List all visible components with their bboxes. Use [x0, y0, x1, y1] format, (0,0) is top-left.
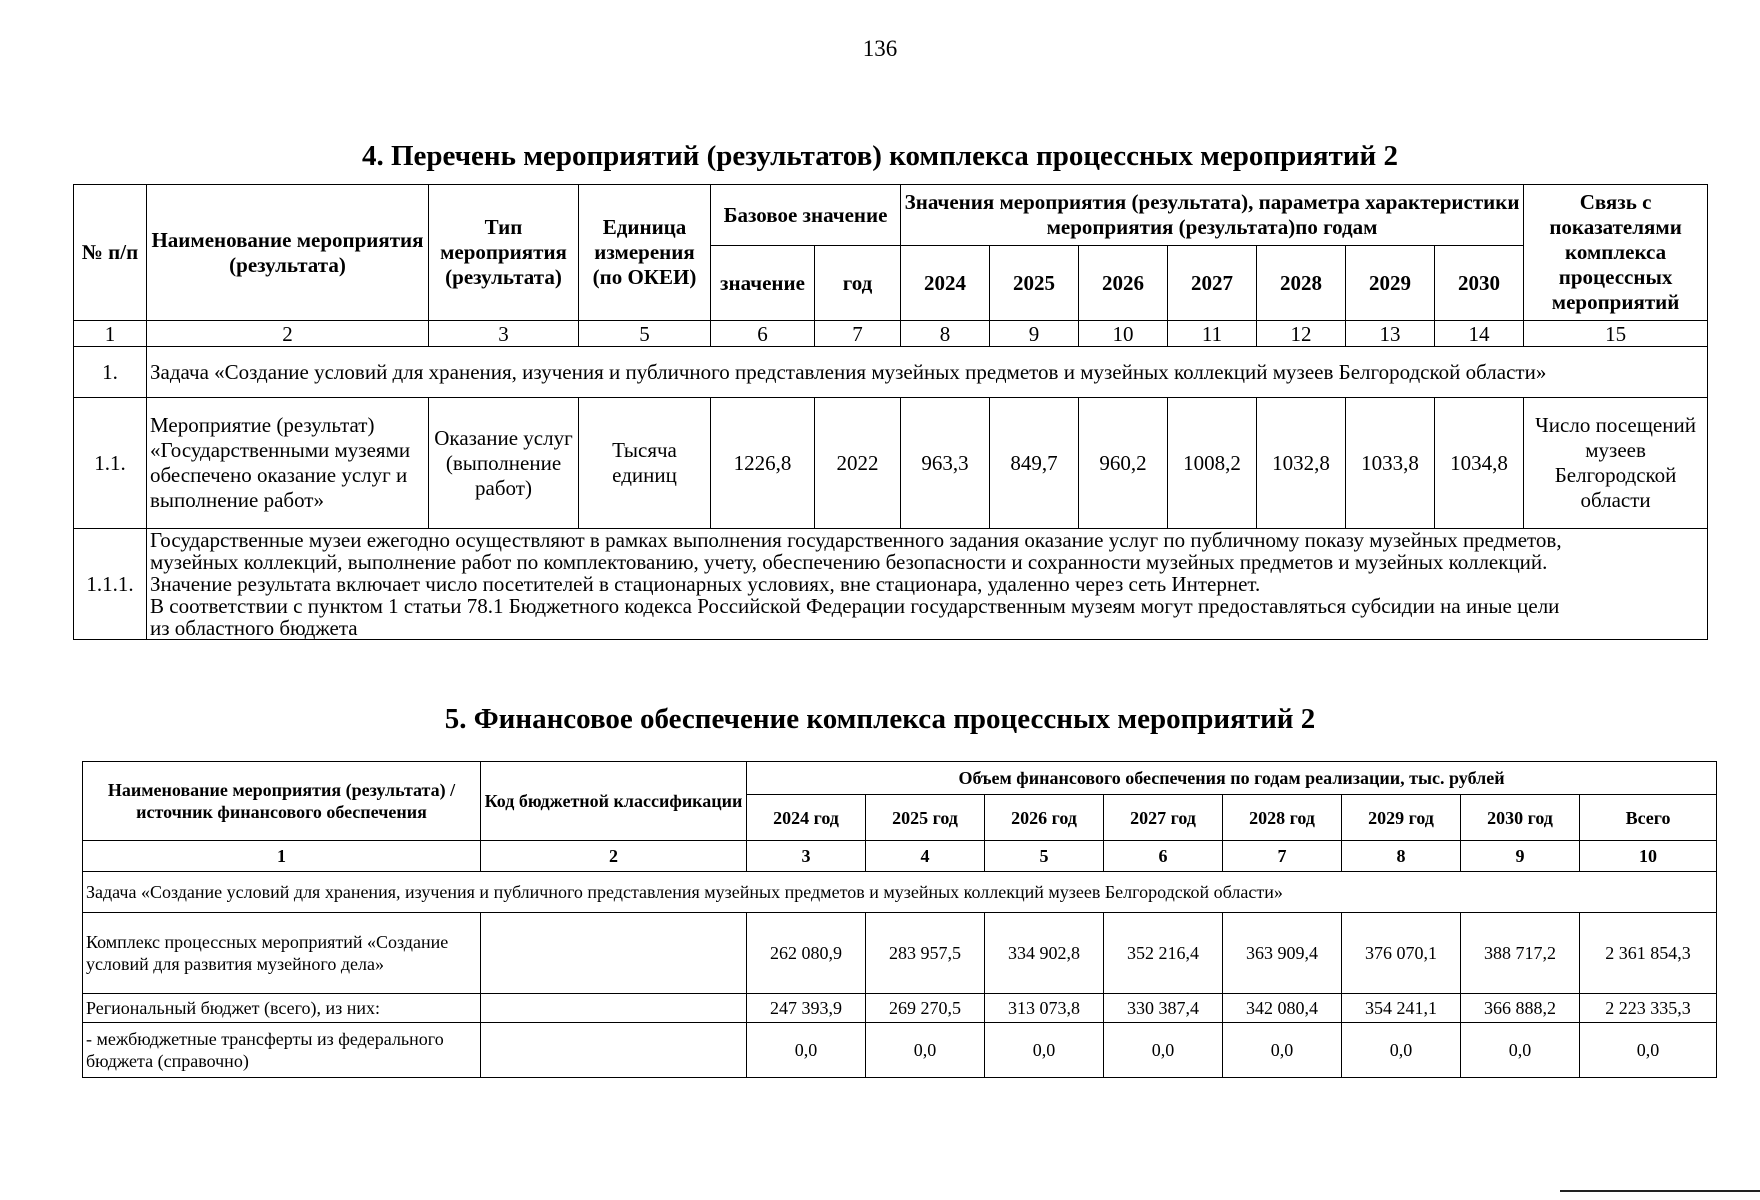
- activity-value: 1033,8: [1346, 398, 1435, 529]
- note-text: [147, 529, 1708, 640]
- activity-unit: Тысяча единиц: [579, 398, 711, 529]
- fin-value: 0,0: [866, 1023, 985, 1078]
- activities-table: [73, 184, 1708, 640]
- header-base-year: год: [815, 246, 901, 321]
- fin-column-number: 8: [1342, 841, 1461, 872]
- note-line: Государственные музеи ежегодно осуществляют в рамках выполнения государственного задания оказание услуг по публичному показу музейных предметов,: [150, 528, 1562, 552]
- header-year: 2027: [1168, 246, 1257, 321]
- fin-value: 330 387,4: [1104, 994, 1223, 1023]
- note-line: Значение результата включает число посетителей в стационарных условиях, вне стационара, удаленно через сеть Интернет.: [150, 572, 1261, 596]
- header-unit: Единица измерения (по ОКЕИ): [579, 185, 711, 321]
- header-type: Тип мероприятия (результата): [429, 185, 579, 321]
- fin-value: 313 073,8: [985, 994, 1104, 1023]
- header-year: 2025: [990, 246, 1079, 321]
- task-row: [74, 347, 1708, 398]
- fin-column-number: 5: [985, 841, 1104, 872]
- column-number: 10: [1079, 321, 1168, 347]
- fin-column-number: 2: [481, 841, 747, 872]
- fin-header-total: Всего: [1580, 795, 1717, 841]
- activity-value: 1034,8: [1435, 398, 1524, 529]
- task-num: 1.: [74, 347, 147, 398]
- fin-header-volume: Объем финансового обеспечения по годам реализации, тыс. рублей: [747, 762, 1717, 795]
- fin-row-code: [481, 1023, 747, 1078]
- fin-header-year: 2024 год: [747, 795, 866, 841]
- column-number: 5: [579, 321, 711, 347]
- fin-value: 0,0: [1461, 1023, 1580, 1078]
- fin-header-name: Наименование мероприятия (результата) / источник финансового обеспечения: [83, 762, 481, 841]
- activity-base-value: 1226,8: [711, 398, 815, 529]
- column-number: 11: [1168, 321, 1257, 347]
- fin-column-number: 9: [1461, 841, 1580, 872]
- fin-value: 262 080,9: [747, 913, 866, 994]
- column-number: 15: [1524, 321, 1708, 347]
- fin-row: [83, 1023, 1717, 1078]
- fin-value: 283 957,5: [866, 913, 985, 994]
- note-line: из областного бюджета: [150, 616, 358, 640]
- activity-value: 963,3: [901, 398, 990, 529]
- fin-header-row-1: [83, 762, 1717, 795]
- header-year: 2030: [1435, 246, 1524, 321]
- header-link: Связь с показателями комплекса процессных мероприятий: [1524, 185, 1708, 321]
- activity-name: Мероприятие (результат) «Государственными музеями обеспечено оказание услуг и выполнение работ»: [147, 398, 429, 529]
- activity-base-year: 2022: [815, 398, 901, 529]
- note-line: В соответствии с пунктом 1 статьи 78.1 Бюджетного кодекса Российской Федерации государственным музеям могут предоставляться субсидии на иные цели: [150, 594, 1560, 618]
- column-numbers-row: [74, 321, 1708, 347]
- note-line: музейных коллекций, выполнение работ по комплектованию, учету, обеспечению безопасности и сохранности музейных предметов и музейных коллекций.: [150, 550, 1548, 574]
- fin-header-year: 2028 год: [1223, 795, 1342, 841]
- scan-artifact-line: [1560, 1190, 1760, 1192]
- header-year: 2024: [901, 246, 990, 321]
- header-values: Значения мероприятия (результата), параметра характеристики мероприятия (результата)по годам: [901, 185, 1524, 246]
- fin-row: [83, 994, 1717, 1023]
- fin-task-text: Задача «Создание условий для хранения, изучения и публичного представления музейных предметов и музейных коллекций музеев Белгородской области»: [83, 872, 1717, 913]
- activity-type: Оказание услуг (выполнение работ): [429, 398, 579, 529]
- activity-value: 1008,2: [1168, 398, 1257, 529]
- fin-value: 352 216,4: [1104, 913, 1223, 994]
- note-num: 1.1.1.: [74, 529, 147, 640]
- fin-row-code: [481, 994, 747, 1023]
- fin-header-year: 2026 год: [985, 795, 1104, 841]
- header-year: 2029: [1346, 246, 1435, 321]
- fin-row-name: Региональный бюджет (всего), из них:: [83, 994, 481, 1023]
- header-year: 2028: [1257, 246, 1346, 321]
- column-number: 1: [74, 321, 147, 347]
- fin-column-number: 3: [747, 841, 866, 872]
- activity-row: [74, 398, 1708, 529]
- fin-column-number: 10: [1580, 841, 1717, 872]
- activity-value: 1032,8: [1257, 398, 1346, 529]
- fin-row-code: [481, 913, 747, 994]
- header-base-value: значение: [711, 246, 815, 321]
- fin-header-year: 2029 год: [1342, 795, 1461, 841]
- fin-total: 2 361 854,3: [1580, 913, 1717, 994]
- column-number: 13: [1346, 321, 1435, 347]
- fin-value: 247 393,9: [747, 994, 866, 1023]
- column-number: 2: [147, 321, 429, 347]
- fin-value: 388 717,2: [1461, 913, 1580, 994]
- fin-value: 0,0: [985, 1023, 1104, 1078]
- fin-column-number: 7: [1223, 841, 1342, 872]
- financing-table: [82, 761, 1717, 1078]
- fin-column-number: 6: [1104, 841, 1223, 872]
- column-number: 7: [815, 321, 901, 347]
- activity-value: 960,2: [1079, 398, 1168, 529]
- header-base: Базовое значение: [711, 185, 901, 246]
- fin-value: 0,0: [747, 1023, 866, 1078]
- header-name: Наименование мероприятия (результата): [147, 185, 429, 321]
- column-number: 14: [1435, 321, 1524, 347]
- section-4-title: 4. Перечень мероприятий (результатов) комплекса процессных мероприятий 2: [361, 140, 1399, 172]
- column-number: 6: [711, 321, 815, 347]
- task-text: Задача «Создание условий для хранения, изучения и публичного представления музейных предметов и музейных коллекций музеев Белгородской области»: [147, 347, 1708, 398]
- activity-num: 1.1.: [74, 398, 147, 529]
- column-number: 9: [990, 321, 1079, 347]
- fin-header-year: 2025 год: [866, 795, 985, 841]
- fin-value: 269 270,5: [866, 994, 985, 1023]
- fin-total: 0,0: [1580, 1023, 1717, 1078]
- activity-value: 849,7: [990, 398, 1079, 529]
- fin-column-number: 4: [866, 841, 985, 872]
- fin-column-number: 1: [83, 841, 481, 872]
- fin-header-year: 2030 год: [1461, 795, 1580, 841]
- fin-value: 0,0: [1342, 1023, 1461, 1078]
- fin-header-year: 2027 год: [1104, 795, 1223, 841]
- fin-value: 376 070,1: [1342, 913, 1461, 994]
- fin-value: 363 909,4: [1223, 913, 1342, 994]
- note-row: [74, 529, 1708, 640]
- fin-value: 354 241,1: [1342, 994, 1461, 1023]
- section-5-title: 5. Финансовое обеспечение комплекса процессных мероприятий 2: [444, 703, 1316, 735]
- fin-row-name: - межбюджетные трансферты из федерального бюджета (справочно): [83, 1023, 481, 1078]
- activity-link: Число посещений музеев Белгородской области: [1524, 398, 1708, 529]
- fin-value: 334 902,8: [985, 913, 1104, 994]
- fin-row: [83, 913, 1717, 994]
- column-number: 12: [1257, 321, 1346, 347]
- fin-value: 342 080,4: [1223, 994, 1342, 1023]
- fin-header-code: Код бюджетной классификации: [481, 762, 747, 841]
- column-number: 3: [429, 321, 579, 347]
- fin-task-row: [83, 872, 1717, 913]
- header-year: 2026: [1079, 246, 1168, 321]
- header-row-1: [74, 185, 1708, 246]
- fin-value: 366 888,2: [1461, 994, 1580, 1023]
- fin-value: 0,0: [1223, 1023, 1342, 1078]
- column-number: 8: [901, 321, 990, 347]
- fin-row-name: Комплекс процессных мероприятий «Создание условий для развития музейного дела»: [83, 913, 481, 994]
- fin-column-numbers-row: [83, 841, 1717, 872]
- fin-value: 0,0: [1104, 1023, 1223, 1078]
- fin-total: 2 223 335,3: [1580, 994, 1717, 1023]
- header-num: № п/п: [74, 185, 147, 321]
- page-number: 136: [862, 36, 898, 61]
